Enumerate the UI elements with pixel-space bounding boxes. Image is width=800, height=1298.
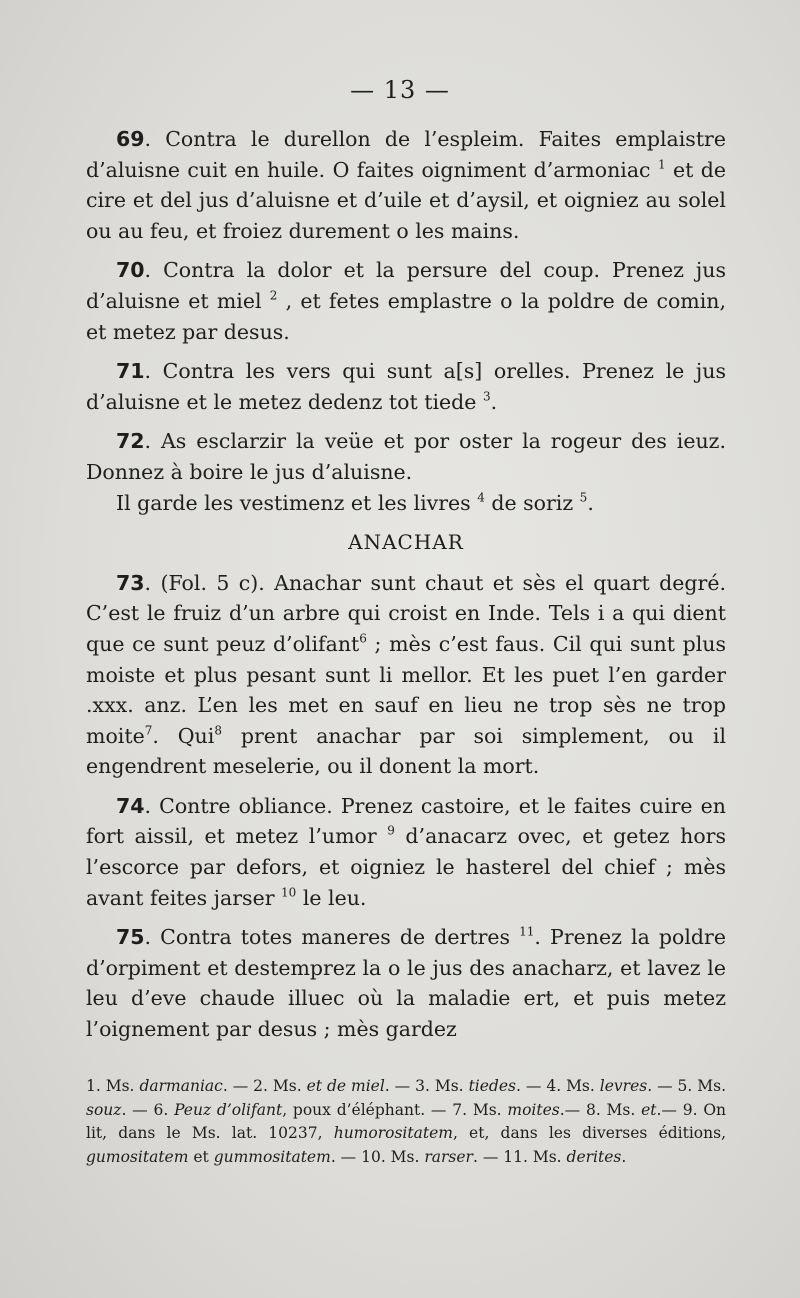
footnote-text: 8. Ms. xyxy=(585,1100,642,1119)
footnote-italic: et xyxy=(641,1100,657,1119)
footnote-text: . — xyxy=(516,1077,547,1095)
footnote-text: . — xyxy=(647,1077,678,1095)
paragraph-72-continuation xyxy=(86,488,726,519)
footnote-ref: 7 xyxy=(144,723,153,738)
paragraph-70: 70. Contra la dolor et la persure del coup. Prenez jus d’aluisne et miel $^2$ , et fetes emplastre o la poldre de comin, et metez par desus. xyxy=(86,258,726,344)
footnote-text: et xyxy=(188,1147,214,1166)
footnote-text: 3. Ms. xyxy=(415,1077,469,1095)
paragraph-text: . xyxy=(587,490,594,515)
footnote-text: 9. On lit, dans le Ms. lat. 10237, xyxy=(86,1100,727,1142)
footnote-italic: moites xyxy=(507,1100,560,1119)
footnote-ref: 8 xyxy=(214,723,222,738)
footnote-ref: 5 xyxy=(579,490,588,505)
footnotes xyxy=(86,1075,726,1169)
paragraph-71: 71. Contra les vers qui sunt a[s] orelles. Prenez le jus d’aluisne et le metez dedenz tot tiede $^3$. xyxy=(86,359,726,414)
footnote-text: 2. Ms. xyxy=(253,1077,307,1095)
paragraph-text: Contre obliance. Prenez castoire, et le faites cuire en fort aissil, et metez l’umor xyxy=(86,793,726,849)
footnote-italic: Peuz d’olifant xyxy=(174,1100,283,1119)
footnote-text: , poux d’éléphant. — xyxy=(282,1100,453,1119)
paragraph-text: Contra la dolor et la persure del coup. Prenez jus d’aluisne et miel xyxy=(86,258,726,313)
footnote-text: .— xyxy=(559,1100,586,1119)
footnote-italic: humorositatem xyxy=(333,1124,453,1142)
paragraph-number: 73 xyxy=(116,570,145,595)
paragraph-72: 72. As esclarzir la veüe et por oster la rogeur des ieuz. Donnez à boire le jus d’aluisne. xyxy=(86,429,726,484)
footnote-text: . — xyxy=(121,1100,154,1119)
footnote-text: . — xyxy=(472,1147,504,1166)
paragraph-text: , et fetes emplastre o la poldre de comin, et metez par desus. xyxy=(86,288,726,344)
paragraph-75: 75. Contra totes maneres de dertres $^{11}$. Prenez la poldre d’orpiment et destemprez la o le jus des anacharz, et lavez le leu d’eve chaude illuec où la maladie ert, et puis metez l’oignement par desus ; mès gardez xyxy=(86,924,726,1042)
paragraph-number: 70 xyxy=(116,258,145,283)
section-heading: ANACHAR xyxy=(348,530,464,555)
paragraph-number: 71 xyxy=(116,359,145,384)
footnote-ref: 1 xyxy=(657,157,666,172)
paragraph-text: (Fol. 5 c). Anachar sunt chaut et sès el quart degré. C’est le fruiz d’un arbre qui croist en Inde. Tels i a qui dient que ce sunt peuz d’olifant xyxy=(86,570,726,656)
footnote-text: 7. Ms. xyxy=(452,1100,508,1119)
footnote-text: .— xyxy=(656,1100,683,1119)
paragraph-text: Contra totes maneres de dertres xyxy=(160,925,520,950)
page-number-header: — 13 — xyxy=(350,76,450,104)
paragraph-text: Il garde les vestimenz et les livres xyxy=(116,490,478,515)
footnote-text: , et, dans les diverses éditions, xyxy=(452,1124,726,1142)
paragraph-text: de soriz xyxy=(484,490,580,515)
paragraph-text: et de cire et del jus d’aluisne et d’uile et d’aysil, et oigniez au solel ou au feu, et froiez durement o les mains. xyxy=(86,157,726,243)
footnote-text: 5. Ms. xyxy=(677,1077,727,1095)
footnote-italic: et de miel xyxy=(306,1077,385,1095)
footnote-text: 11. Ms. xyxy=(503,1147,567,1166)
footnote-ref: 2 xyxy=(269,288,278,303)
footnote-italic: souz xyxy=(86,1100,122,1119)
footnote-ref: 3 xyxy=(482,389,491,404)
footnote-ref: 4 xyxy=(477,490,485,505)
paragraph-number: 75 xyxy=(116,925,145,950)
paragraph-text: . Qui xyxy=(152,723,215,748)
footnote-italic: gummositatem xyxy=(213,1147,331,1166)
footnote-ref: 10 xyxy=(281,885,297,900)
footnote-text: . xyxy=(621,1147,627,1166)
footnote-ref: 6 xyxy=(359,631,367,646)
paragraph-74: 74. Contre obliance. Prenez castoire, et le faites cuire en fort aissil, et metez l’umor $^9$ d’anacarz ovec, et getez hors l’escorce par defors, et oigniez le hasterel del chief ; mès avant feites jarser $^{10}$ le leu. xyxy=(86,793,726,910)
paragraph-text: Contra les vers qui sunt a[s] orelles. Prenez le jus d’aluisne et le metez dedenz tot tiede xyxy=(86,359,726,414)
paragraph-text: ; mès c’est faus. Cil qui sunt plus moiste et plus pesant sunt li mellor. Et les puet l’en garder .xxx. anz. L’en les met en sauf en lieu ne trop sès ne trop moite xyxy=(86,631,727,748)
footnote-ref: 9 xyxy=(387,824,395,839)
paragraph-text: Contra le durellon de l’espleim. Faites emplaistre d’aluisne cuit en huile. O faites oigniment d’armoniac xyxy=(86,127,726,182)
footnote-text: 1. Ms. xyxy=(86,1077,140,1095)
paragraph-number: 69 xyxy=(116,127,145,151)
paragraph-number: 72 xyxy=(116,429,145,454)
paragraph-text: As esclarzir la veüe et por oster la rogeur des ieuz. Donnez à boire le jus d’aluisne. xyxy=(86,429,726,484)
footnote-italic: tiedes xyxy=(468,1077,516,1095)
footnote-text: 6. xyxy=(153,1100,175,1119)
paragraph-73: 73. (Fol. 5 c). Anachar sunt chaut et sès el quart degré. C’est le fruiz d’un arbre qui croist en Inde. Tels i a qui dient que ce sunt peuz d’olifant$^6$ ; mès c’est faus. Cil qui sunt plus moiste et plus pesant sunt li mellor. Et les puet l’en garder .xxx. anz. L’en les met en sauf en lieu ne trop sès ne trop moite$^7$. Qui$^8$ prent anachar par soi simplement, ou il engendrent meselerie, ou il donent la mort. xyxy=(86,570,727,779)
paragraph-text: . xyxy=(490,389,498,414)
paragraph-text: d’anacarz ovec, et getez hors l’escorce par defors, et oigniez le hasterel del chief ; mès avant feites jarser xyxy=(86,824,726,910)
paragraph-text: prent anachar par soi simplement, ou il engendrent meselerie, ou il donent la mort. xyxy=(86,723,726,779)
paragraph-69: 69. Contra le durellon de l’espleim. Faites emplaistre d’aluisne cuit en huile. O faites oigniment d’armoniac $^1$ et de cire et del jus d’aluisne et d’uile et d’aysil, et oigniez au solel ou au feu, et froiez durement o les mains. xyxy=(86,127,726,243)
footnote-italic: derites xyxy=(566,1147,622,1166)
main-text xyxy=(86,124,726,1054)
footnote-italic: levres xyxy=(599,1077,648,1095)
footnote-text: . — xyxy=(330,1147,362,1166)
footnote-text: 4. Ms. xyxy=(546,1077,600,1095)
footnote-text: . — xyxy=(384,1077,416,1095)
paragraph-number: 74 xyxy=(116,793,145,818)
paragraph-text: le leu. xyxy=(296,885,367,910)
footnote-italic: gumositatem xyxy=(86,1147,189,1166)
footnote-ref: 11 xyxy=(519,924,535,939)
footnote-italic: rarser xyxy=(424,1147,473,1166)
footnote-italic: darmaniac xyxy=(139,1077,223,1095)
paragraph-text: . Prenez la poldre d’orpiment et destemprez la o le jus des anacharz, et lavez le leu d’eve chaude illuec où la maladie ert, et puis metez l’oignement par desus ; mès gardez xyxy=(86,925,726,1042)
footnote-text: 10. Ms. xyxy=(361,1147,425,1166)
footnote-text: . — xyxy=(222,1077,254,1095)
